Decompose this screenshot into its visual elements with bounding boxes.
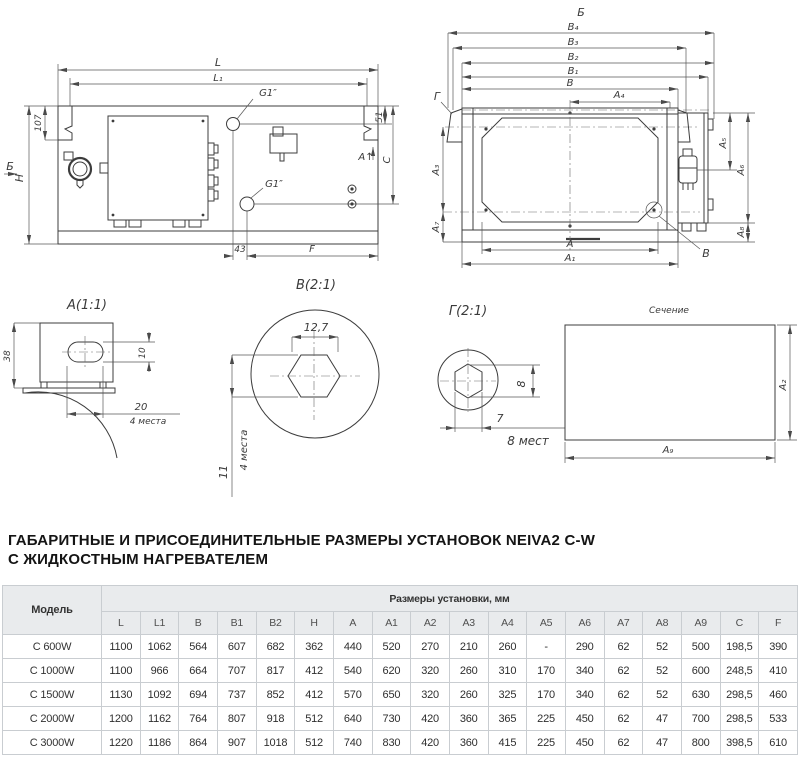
view-label-front-b: Б xyxy=(577,6,585,19)
dim-label-f: F xyxy=(309,244,315,255)
value-cell: 415 xyxy=(488,731,527,755)
value-cell: 62 xyxy=(604,659,643,683)
group-header: Размеры установки, мм xyxy=(102,586,798,612)
value-cell: 607 xyxy=(217,635,256,659)
dim-label-a3: A₃ xyxy=(431,164,442,176)
column-header: A6 xyxy=(565,612,604,635)
detail-b-dimensions xyxy=(232,337,338,497)
value-cell: 62 xyxy=(604,683,643,707)
value-cell: 412 xyxy=(295,659,334,683)
column-header: H xyxy=(295,612,334,635)
value-cell: 620 xyxy=(372,659,411,683)
dim-label-c: C xyxy=(382,156,393,164)
value-cell: 320 xyxy=(411,683,450,707)
page-title-line1: ГАБАРИТНЫЕ И ПРИСОЕДИНИТЕЛЬНЫЕ РАЗМЕРЫ УСТАНОВОК NEIVA2 C-W xyxy=(8,532,596,549)
column-header: L xyxy=(102,612,141,635)
value-cell: 62 xyxy=(604,707,643,731)
value-cell: 640 xyxy=(333,707,372,731)
front-view-drawing xyxy=(431,6,755,268)
dim-label-b3: B₃ xyxy=(567,37,579,48)
dim-label-l1: L₁ xyxy=(213,73,223,84)
value-cell: 907 xyxy=(217,731,256,755)
value-cell: 800 xyxy=(681,731,720,755)
dim-label-a9: A₉ xyxy=(662,445,674,456)
places-label-4b: 4 места xyxy=(239,429,250,471)
value-cell: 440 xyxy=(333,635,372,659)
model-cell: С 1000W xyxy=(3,659,102,683)
value-cell: 365 xyxy=(488,707,527,731)
value-cell: 1100 xyxy=(102,635,141,659)
detail-a-title: А(1:1) xyxy=(67,298,107,313)
value-cell: 520 xyxy=(372,635,411,659)
column-header: B xyxy=(179,612,218,635)
value-cell: 512 xyxy=(295,707,334,731)
pressure-switch xyxy=(270,127,297,161)
value-cell: 298,5 xyxy=(720,707,759,731)
value-cell: 1220 xyxy=(102,731,141,755)
value-cell: 570 xyxy=(333,683,372,707)
value-cell: 260 xyxy=(488,635,527,659)
value-cell: 52 xyxy=(643,635,682,659)
column-header-row xyxy=(3,612,798,635)
clip-right xyxy=(678,110,690,142)
column-header: L1 xyxy=(140,612,179,635)
value-cell: 340 xyxy=(565,683,604,707)
detail-a-drawing xyxy=(3,298,180,458)
value-cell: 852 xyxy=(256,683,295,707)
value-cell: 260 xyxy=(449,683,488,707)
column-header: B2 xyxy=(256,612,295,635)
model-cell: С 1500W xyxy=(3,683,102,707)
value-cell: 650 xyxy=(372,683,411,707)
dim-label-38: 38 xyxy=(3,350,13,362)
value-cell: 1162 xyxy=(140,707,179,731)
value-cell: 412 xyxy=(295,683,334,707)
value-cell: 325 xyxy=(488,683,527,707)
value-cell: 420 xyxy=(411,731,450,755)
dim-label-20: 20 xyxy=(134,402,148,413)
column-header: A xyxy=(333,612,372,635)
g1-label-top: G1″ xyxy=(259,88,277,99)
value-cell: 1018 xyxy=(256,731,295,755)
column-header: A4 xyxy=(488,612,527,635)
side-view-drawing xyxy=(4,56,399,261)
places-label-8: 8 мест xyxy=(507,434,549,448)
dim-label-12-7: 12,7 xyxy=(303,321,329,334)
value-cell: 740 xyxy=(333,731,372,755)
value-cell: 225 xyxy=(527,731,566,755)
value-cell: 450 xyxy=(565,707,604,731)
g1-port-bottom xyxy=(233,130,378,260)
value-cell: 700 xyxy=(681,707,720,731)
value-cell: 500 xyxy=(681,635,720,659)
value-cell: 340 xyxy=(565,659,604,683)
value-cell: 1130 xyxy=(102,683,141,707)
value-cell: 737 xyxy=(217,683,256,707)
dim-label-51: 51 xyxy=(375,111,385,123)
value-cell: 170 xyxy=(527,683,566,707)
value-cell: 310 xyxy=(488,659,527,683)
g1-port-top xyxy=(227,99,379,131)
dim-label-107: 107 xyxy=(34,114,44,132)
dim-label-a8: A₈ xyxy=(736,226,747,238)
dim-label-b1: B₁ xyxy=(567,66,579,77)
value-cell: 62 xyxy=(604,731,643,755)
value-cell: 420 xyxy=(411,707,450,731)
dimensions-table xyxy=(2,585,798,755)
dim-label-a5: A₅ xyxy=(718,137,729,149)
value-cell: 1062 xyxy=(140,635,179,659)
table-row xyxy=(3,683,798,707)
base-rail xyxy=(58,231,378,244)
dim-label-a4: A₄ xyxy=(613,90,625,101)
value-cell: 540 xyxy=(333,659,372,683)
dim-label-l: L xyxy=(214,56,222,69)
value-cell: 47 xyxy=(643,707,682,731)
value-cell: 830 xyxy=(372,731,411,755)
value-cell: 210 xyxy=(449,635,488,659)
dim-label-a: A xyxy=(566,239,574,250)
value-cell: 320 xyxy=(411,659,450,683)
section-title: Сечение xyxy=(649,306,689,316)
value-cell: 298,5 xyxy=(720,683,759,707)
model-cell: С 2000W xyxy=(3,707,102,731)
value-cell: 52 xyxy=(643,683,682,707)
view-label-b: Б xyxy=(6,160,14,173)
column-header: A7 xyxy=(604,612,643,635)
value-cell: 564 xyxy=(179,635,218,659)
value-cell: 817 xyxy=(256,659,295,683)
dim-label-a6: A₆ xyxy=(736,164,747,176)
column-header: F xyxy=(759,612,798,635)
value-cell: 198,5 xyxy=(720,635,759,659)
table-row xyxy=(3,707,798,731)
section-outline xyxy=(565,325,775,440)
control-box xyxy=(100,116,218,227)
value-cell: 450 xyxy=(565,731,604,755)
dim-label-h: H xyxy=(13,173,26,183)
dim-label-b: B xyxy=(566,78,574,89)
value-cell: 864 xyxy=(179,731,218,755)
value-cell: 610 xyxy=(759,731,798,755)
column-header: A1 xyxy=(372,612,411,635)
table-row xyxy=(3,731,798,755)
value-cell: 47 xyxy=(643,731,682,755)
value-cell: 764 xyxy=(179,707,218,731)
value-cell: 260 xyxy=(449,659,488,683)
value-cell: 390 xyxy=(759,635,798,659)
view-label-g: Г xyxy=(433,90,441,103)
dim-label-43: 43 xyxy=(234,245,246,255)
side-casing xyxy=(678,113,713,231)
value-cell: 694 xyxy=(179,683,218,707)
value-cell: 52 xyxy=(643,659,682,683)
dim-label-a1: A₁ xyxy=(564,253,576,264)
dim-label-8: 8 xyxy=(515,380,528,388)
table-row xyxy=(3,635,798,659)
column-header: A5 xyxy=(527,612,566,635)
detail-b-title: В(2:1) xyxy=(296,278,336,293)
value-cell: 664 xyxy=(179,659,218,683)
detail-a-dimensions xyxy=(14,323,180,418)
value-cell: 1092 xyxy=(140,683,179,707)
dim-label-10: 10 xyxy=(138,347,148,359)
valve-actuator xyxy=(679,149,697,190)
bolt-pair xyxy=(348,185,356,208)
value-cell: 512 xyxy=(295,731,334,755)
value-cell: 398,5 xyxy=(720,731,759,755)
section-dimensions xyxy=(565,325,797,463)
g1-label-bottom: G1″ xyxy=(265,179,283,190)
value-cell: 62 xyxy=(604,635,643,659)
column-header: A2 xyxy=(411,612,450,635)
value-cell: 600 xyxy=(681,659,720,683)
value-cell: 730 xyxy=(372,707,411,731)
value-cell: - xyxy=(527,635,566,659)
value-cell: 170 xyxy=(527,659,566,683)
value-cell: 410 xyxy=(759,659,798,683)
section-drawing xyxy=(565,306,797,463)
table-body xyxy=(3,635,798,755)
view-label-a-arrow: A↑ xyxy=(358,152,374,163)
value-cell: 270 xyxy=(411,635,450,659)
value-cell: 360 xyxy=(449,707,488,731)
page-title-line2: С ЖИДКОСТНЫМ НАГРЕВАТЕЛЕМ xyxy=(8,551,269,568)
value-cell: 1100 xyxy=(102,659,141,683)
column-header: A8 xyxy=(643,612,682,635)
value-cell: 225 xyxy=(527,707,566,731)
value-cell: 1186 xyxy=(140,731,179,755)
dim-label-7: 7 xyxy=(496,412,504,425)
detail-g-drawing xyxy=(438,304,565,448)
value-cell: 248,5 xyxy=(720,659,759,683)
model-cell: С 600W xyxy=(3,635,102,659)
model-column-header: Модель xyxy=(3,586,102,635)
detail-b-callout-label: B xyxy=(702,247,710,260)
value-cell: 360 xyxy=(449,731,488,755)
page-title xyxy=(8,531,788,569)
table-row xyxy=(3,659,798,683)
cable-flange xyxy=(64,152,91,188)
detail-g-title: Г(2:1) xyxy=(448,304,488,319)
clip-left xyxy=(447,109,462,142)
column-header: B1 xyxy=(217,612,256,635)
value-cell: 966 xyxy=(140,659,179,683)
places-label-4a: 4 места xyxy=(129,417,167,427)
column-header: A3 xyxy=(449,612,488,635)
model-cell: С 3000W xyxy=(3,731,102,755)
column-header: A9 xyxy=(681,612,720,635)
dim-label-b4: B₄ xyxy=(567,22,579,33)
dim-label-a2: A₂ xyxy=(778,379,789,391)
dim-label-11: 11 xyxy=(217,465,230,479)
dim-label-b2: B₂ xyxy=(567,52,579,63)
dim-label-a7: A₇ xyxy=(431,221,442,233)
value-cell: 682 xyxy=(256,635,295,659)
bracket-body xyxy=(40,323,113,382)
value-cell: 460 xyxy=(759,683,798,707)
value-cell: 707 xyxy=(217,659,256,683)
value-cell: 533 xyxy=(759,707,798,731)
value-cell: 807 xyxy=(217,707,256,731)
column-header: C xyxy=(720,612,759,635)
value-cell: 290 xyxy=(565,635,604,659)
value-cell: 918 xyxy=(256,707,295,731)
value-cell: 362 xyxy=(295,635,334,659)
bracket-left xyxy=(58,106,72,140)
value-cell: 1200 xyxy=(102,707,141,731)
detail-b-drawing xyxy=(217,278,379,497)
value-cell: 630 xyxy=(681,683,720,707)
